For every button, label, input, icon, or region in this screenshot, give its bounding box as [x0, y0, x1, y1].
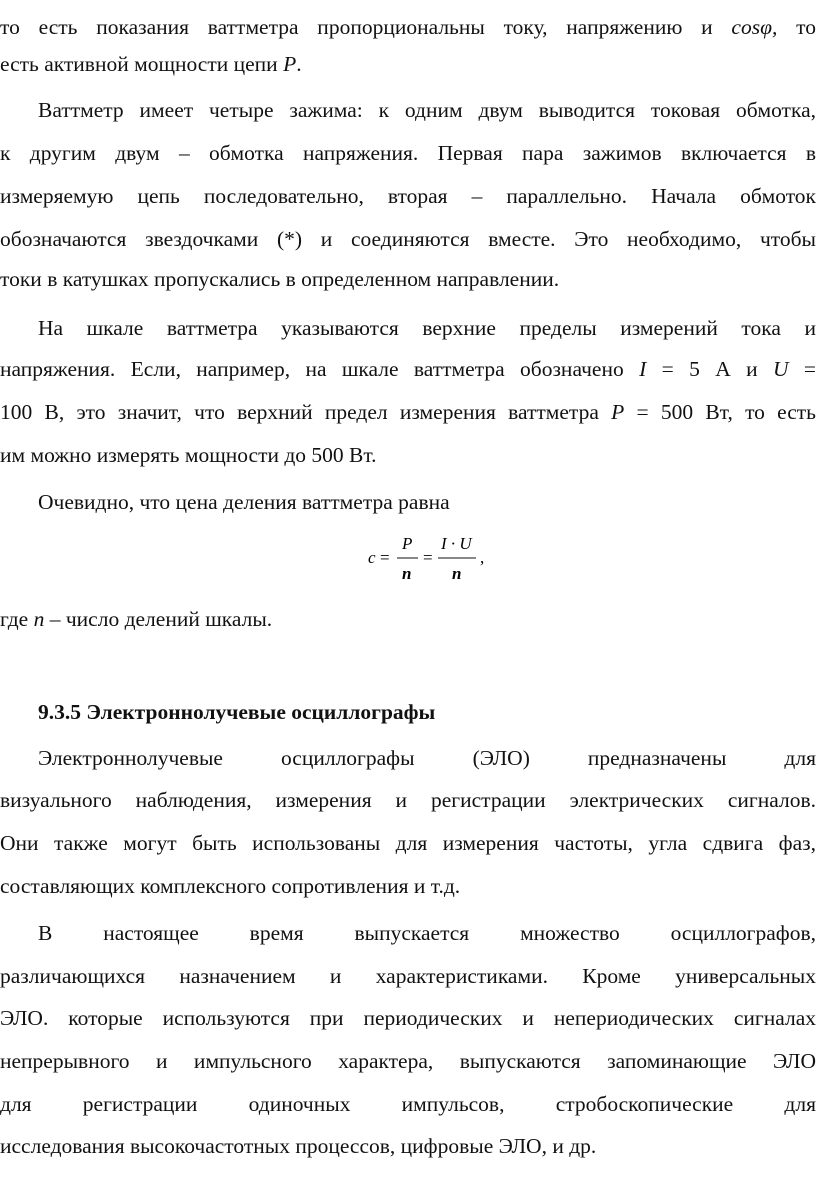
formula-denominator-n: n	[452, 564, 462, 583]
text-line: На шкале ваттметра указываются верхние пределы измерений тока и	[38, 316, 816, 340]
formula-equals: =	[423, 548, 433, 567]
text-line: 100 В, это значит, что верхний предел измерения ваттметра P = 500 Вт, то есть	[0, 400, 816, 424]
text-line: Очевидно, что цена деления ваттметра равна	[38, 490, 450, 514]
text-line: Они также могут быть использованы для измерения частоты, угла сдвига фаз,	[0, 831, 816, 855]
text-line: визуального наблюдения, измерения и регистрации электрических сигналов.	[0, 788, 816, 812]
power-symbol: P	[283, 52, 297, 76]
text-line: исследования высокочастотных процессов, цифровые ЭЛО, и др.	[0, 1134, 597, 1158]
text-line: Ваттметр имеет четыре зажима: к одним двум выводится токовая обмотка,	[38, 98, 816, 122]
formula-svg	[366, 530, 506, 584]
formula-numerator-p: P	[402, 534, 413, 553]
formula-comma: ,	[480, 548, 485, 567]
formula-lhs: c	[368, 548, 376, 567]
text-line: есть активной мощности цепи P.	[0, 52, 302, 76]
cos-phi-symbol: cosφ,	[731, 15, 778, 39]
formula-denominator-n: n	[402, 564, 412, 583]
text-line: составляющих комплексного сопротивления и т.д.	[0, 874, 461, 898]
text-line: то есть показания ваттметра пропорциональны току, напряжению и cosφ, то	[0, 15, 816, 39]
text-line: непрерывного и импульсного характера, выпускаются запоминающие ЭЛО	[0, 1049, 816, 1073]
text-line: им можно измерять мощности до 500 Вт.	[0, 443, 377, 467]
text-line: измеряемую цепь последовательно, вторая – параллельно. Начала обмоток	[0, 184, 816, 208]
text-line: для регистрации одиночных импульсов, стробоскопические для	[0, 1092, 816, 1116]
text-line: токи в катушках пропускались в определенном направлении.	[0, 267, 560, 291]
text-line: обозначаются звездочками (*) и соединяются вместе. Это необходимо, чтобы	[0, 227, 816, 251]
formula-numerator-iu: I · U	[441, 534, 472, 553]
text-line: ЭЛО. которые используются при периодических и непериодических сигналах	[0, 1006, 816, 1030]
text-line: В настоящее время выпускается множество осциллографов,	[38, 921, 816, 945]
text-line: напряжения. Если, например, на шкале ваттметра обозначено I = 5 А и U =	[0, 357, 816, 381]
text-line: Электроннолучевые осциллографы (ЭЛО) предназначены для	[38, 746, 816, 770]
text-line: различающихся назначением и характеристиками. Кроме универсальных	[0, 964, 816, 988]
text-line: к другим двум – обмотка напряжения. Первая пара зажимов включается в	[0, 141, 816, 165]
formula-equals: =	[380, 548, 390, 567]
text-line: где n – число делений шкалы.	[0, 607, 273, 631]
division-value-formula	[366, 530, 506, 584]
section-heading: 9.3.5 Электроннолучевые осциллографы	[38, 700, 436, 724]
